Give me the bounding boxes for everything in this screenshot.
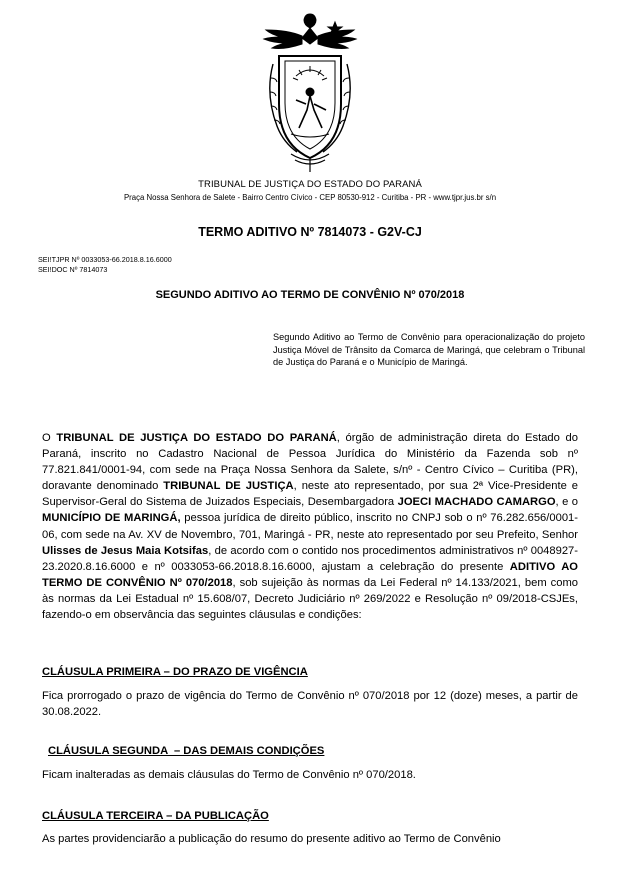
party-municipality-name: MUNICÍPIO DE MARINGÁ, — [42, 512, 181, 525]
clause-3-heading: CLÁUSULA TERCEIRA – DA PUBLICAÇÃO — [42, 810, 269, 822]
institution-address: Praça Nossa Senhora de Salete - Bairro Centro Cívico - CEP 80530-912 - Curitiba - PR - www.tjpr.jus.br s/n — [123, 193, 497, 202]
preamble-text-2: , órgão de administração direta do Estado do Paraná, inscrito no Cadastro Nacional de Pessoa Jurídica do Ministério da Fazenda sob nº 77.821.841/0001-94, com sede na Praça Nossa Senhora da Salete, s/nº - Centro Cívico – Curitiba (PR), doravante denominado — [42, 432, 578, 493]
clause-2-text: Ficam inalteradas as demais cláusulas do Termo de Convênio nº 070/2018. — [42, 769, 416, 781]
preamble-text-4: , e o — [555, 496, 579, 509]
clause-1-heading: CLÁUSULA PRIMEIRA – DO PRAZO DE VIGÊNCIA — [42, 666, 308, 678]
agreement-subject: SEGUNDO ADITIVO AO TERMO DE CONVÊNIO Nº 070/2018 — [155, 289, 465, 301]
preamble-text-7: , sob sujeição às normas da Lei Federal nº 14.133/2021, bem como às normas da Lei Estadual nº 15.608/07, Decreto Judiciário nº 269/2022 e Resolução nº 09/2018-CSJEs, fazendo-o em observância das seguintes cláusulas e condições: — [42, 576, 579, 622]
party-court-alias: TRIBUNAL DE JUSTIÇA — [163, 480, 294, 493]
document-title: TERMO ADITIVO Nº 7814073 - G2V-CJ — [198, 225, 422, 239]
institution-name: TRIBUNAL DE JUSTIÇA DO ESTADO DO PARANÁ — [198, 179, 422, 190]
preamble-text-3: , neste ato representado, por sua 2ª Vice-Presidente e Supervisor-Geral do Sistema de Juizados Especiais, Desembargadora — [42, 480, 578, 509]
sei-process-number: SEI!TJPR Nº 0033053-66.2018.8.16.6000 — [38, 255, 172, 264]
preamble-text-1: O — [42, 432, 57, 444]
preamble-text-6: , de acordo com o contido nos procedimentos administrativos nº 0048927-23.2020.8.16.6000 e nº 0033053-66.2018.8.16.6000, ajustam a celebração do presente — [42, 544, 579, 573]
preamble-paragraph — [42, 430, 578, 623]
sei-references — [38, 255, 172, 275]
parana-coat-of-arms-icon — [261, 8, 359, 176]
clause-1-text: Fica prorrogado o prazo de vigência do Termo de Convênio nº 070/2018 por 12 (doze) meses, a partir de 30.08.2022. — [42, 690, 578, 719]
clause-3-text: As partes providenciarão a publicação do resumo do presente aditivo ao Termo de Convênio — [42, 833, 501, 845]
court-representative: JOECI MACHADO CAMARGO — [397, 496, 556, 509]
preamble-text-5: pessoa jurídica de direito público, inscrito no CNPJ sob o nº 76.282.656/0001-06, com sede na Av. XV de Novembro, 701, Maringá - PR, neste ato representado por seu Prefeito, Senhor — [42, 512, 579, 541]
agreement-summary: Segundo Aditivo ao Termo de Convênio para operacionalização do projeto Justiça Móvel de Trânsito da Comarca de Maringá, que celebram o Tribunal de Justiça do Paraná e o Município de Maringá. — [273, 332, 585, 368]
sei-document-number: SEI!DOC Nº 7814073 — [38, 265, 108, 274]
municipality-representative: Ulisses de Jesus Maia Kotsifas — [42, 544, 209, 557]
agreement-reference: ADITIVO AO TERMO DE CONVÊNIO Nº 070/2018 — [42, 560, 578, 589]
clause-2-heading: CLÁUSULA SEGUNDA – DAS DEMAIS CONDIÇÕES — [48, 745, 325, 757]
party-court-name: TRIBUNAL DE JUSTIÇA DO ESTADO DO PARANÁ — [56, 432, 337, 444]
